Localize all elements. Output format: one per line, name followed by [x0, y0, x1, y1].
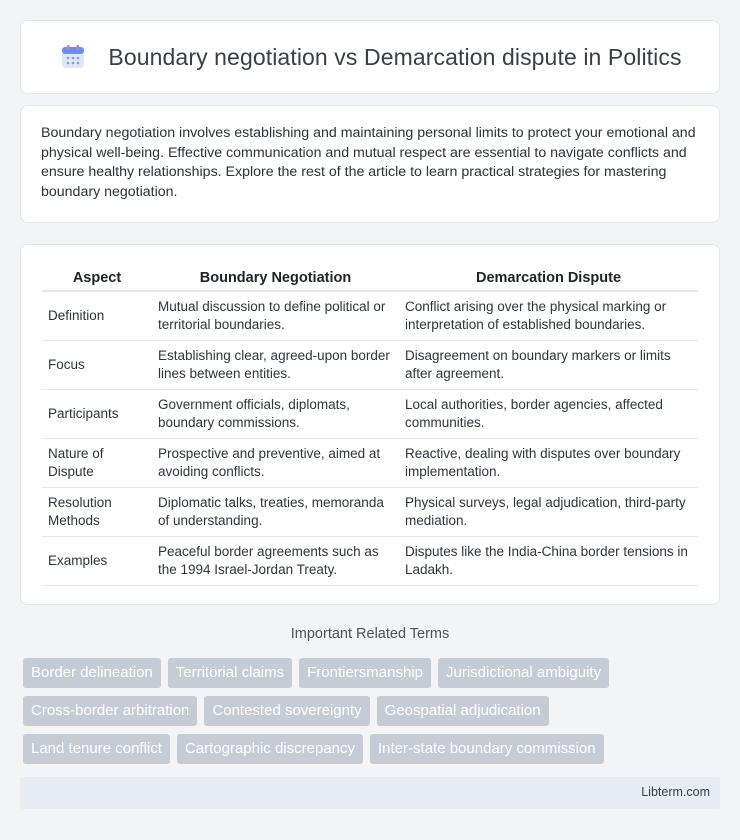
header-boundary-negotiation: Boundary Negotiation [152, 265, 399, 291]
related-term-tag[interactable]: Cross-border arbitration [23, 696, 197, 726]
related-term-tag[interactable]: Jurisdictional ambiguity [438, 658, 609, 688]
row-aspect: Definition [42, 291, 152, 341]
row-aspect: Resolution Methods [42, 488, 152, 537]
table-row [42, 488, 698, 537]
related-terms-heading: Important Related Terms [290, 626, 450, 642]
tag-row [23, 696, 723, 726]
title-card [20, 20, 720, 94]
related-term-tag[interactable]: Inter-state boundary commission [370, 734, 604, 764]
related-term-tag[interactable]: Territorial claims [168, 658, 292, 688]
row-boundary-negotiation: Diplomatic talks, treaties, memoranda of understanding. [152, 488, 399, 537]
related-term-tag[interactable]: Border delineation [23, 658, 161, 688]
table-row [42, 390, 698, 439]
header-aspect: Aspect [42, 265, 152, 291]
row-demarcation-dispute: Disputes like the India-China border tensions in Ladakh. [399, 537, 698, 586]
table-row [42, 291, 698, 341]
row-boundary-negotiation: Mutual discussion to define political or territorial boundaries. [152, 291, 399, 341]
related-terms-list [23, 658, 723, 772]
table-row [42, 537, 698, 586]
intro-card [20, 105, 720, 223]
table-row [42, 439, 698, 488]
row-aspect: Examples [42, 537, 152, 586]
row-demarcation-dispute: Disagreement on boundary markers or limits after agreement. [399, 341, 698, 390]
calendar-icon [58, 42, 88, 72]
footer [20, 777, 720, 809]
footer-site-link[interactable]: Libterm.com [641, 785, 710, 799]
related-term-tag[interactable]: Frontiersmanship [299, 658, 431, 688]
tag-row [23, 658, 723, 688]
row-demarcation-dispute: Local authorities, border agencies, affected communities. [399, 390, 698, 439]
page-title: Boundary negotiation vs Demarcation dispute in Politics [108, 43, 682, 70]
table-header-row [42, 265, 698, 291]
related-term-tag[interactable]: Land tenure conflict [23, 734, 170, 764]
tag-row [23, 734, 723, 764]
related-term-tag[interactable]: Geospatial adjudication [377, 696, 549, 726]
row-aspect: Nature of Dispute [42, 439, 152, 488]
header-demarcation-dispute: Demarcation Dispute [399, 265, 698, 291]
row-boundary-negotiation: Peaceful border agreements such as the 1994 Israel-Jordan Treaty. [152, 537, 399, 586]
row-boundary-negotiation: Prospective and preventive, aimed at avoiding conflicts. [152, 439, 399, 488]
row-boundary-negotiation: Government officials, diplomats, boundary commissions. [152, 390, 399, 439]
related-term-tag[interactable]: Cartographic discrepancy [177, 734, 363, 764]
row-demarcation-dispute: Physical surveys, legal adjudication, third-party mediation. [399, 488, 698, 537]
row-demarcation-dispute: Reactive, dealing with disputes over boundary implementation. [399, 439, 698, 488]
related-term-tag[interactable]: Contested sovereignty [204, 696, 369, 726]
row-boundary-negotiation: Establishing clear, agreed-upon border lines between entities. [152, 341, 399, 390]
row-demarcation-dispute: Conflict arising over the physical marking or interpretation of established boundaries. [399, 291, 698, 341]
row-aspect: Focus [42, 341, 152, 390]
intro-text: Boundary negotiation involves establishing and maintaining personal limits to protect your emotional and physical well-being. Effective communication and mutual respect are essential to navigate conflicts and ensure healthy relationships. Explore the rest of the article to learn practical strategies for mastering boundary negotiation. [41, 125, 696, 200]
table-row [42, 341, 698, 390]
comparison-table-card [20, 244, 720, 605]
comparison-table [42, 265, 698, 586]
row-aspect: Participants [42, 390, 152, 439]
